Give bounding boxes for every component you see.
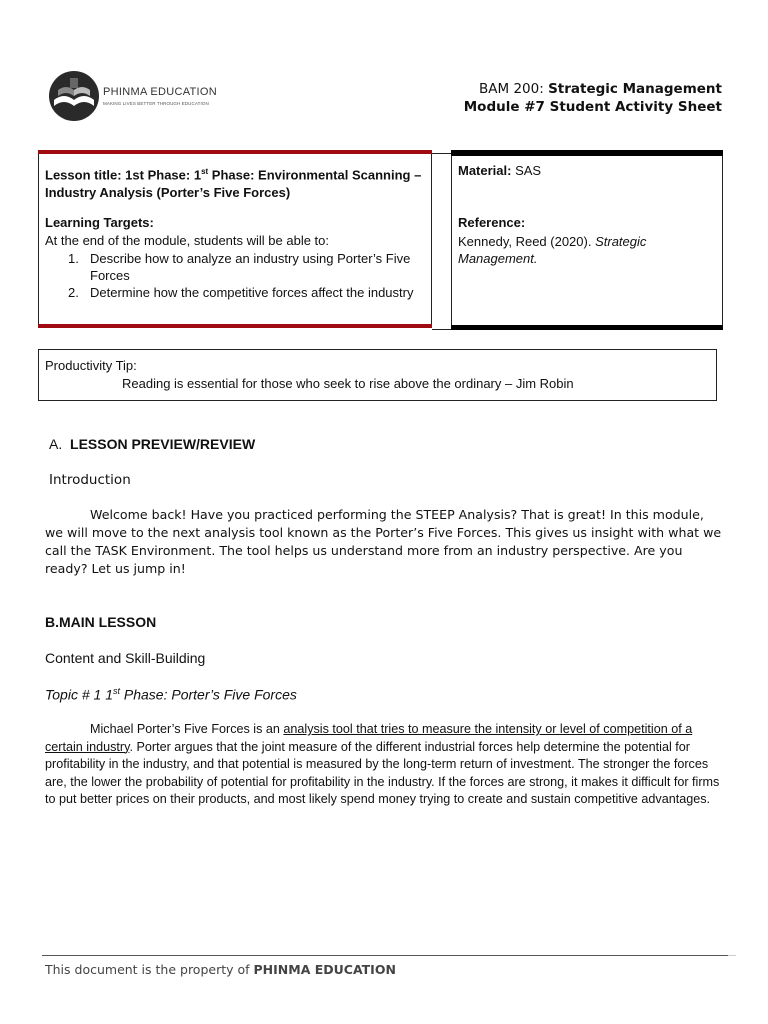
learning-targets-intro: At the end of the module, students will be able to: <box>45 233 330 248</box>
phinma-logo-icon <box>48 70 100 122</box>
learning-target-item <box>45 284 425 301</box>
productivity-tip-box <box>38 349 717 401</box>
logo-tagline: MAKING LIVES BETTER THROUGH EDUCATION <box>103 101 209 106</box>
material-label: Material: <box>458 163 512 178</box>
section-letter: A. <box>49 436 63 452</box>
box-bottom-bar <box>38 324 432 328</box>
box-connector-top <box>432 153 451 154</box>
box-top-bar <box>38 150 432 154</box>
productivity-tip-label: Productivity Tip: <box>45 358 137 373</box>
footer-divider <box>42 955 728 956</box>
paragraph-rest: . Porter argues that the joint measure of the different industrial forces help determine the potential for profitability in the industry, and that potential is measured by the long-term return of investment. The stronger the forces are, the lower the probability of potential for profitability in the industry. If the forces are strong, it makes it difficult for firms to put better prices on their products, and most likely spend money trying to create and sustain competitive advantages. <box>45 739 720 806</box>
introduction-paragraph: Welcome back! Have you practiced performing the STEEP Analysis? That is great! In this module, we will move to the next analysis tool known as the Porter’s Five Forces. This gives us insight with what we call the TASK Environment. The tool helps us understand more from an industry perspective. Are you ready? Let us jump in! <box>45 507 722 576</box>
target-number: 1. <box>68 251 79 266</box>
box-bottom-bar <box>451 325 723 330</box>
topic-heading <box>45 686 297 703</box>
footer-property-text: This document is the property of <box>45 962 254 977</box>
target-text: Describe how to analyze an industry using Porter’s Five Forces <box>90 251 411 283</box>
box-top-bar <box>451 150 723 156</box>
footer-divider-tail <box>728 955 736 956</box>
reference-text <box>458 233 708 267</box>
logo-name: PHINMA EDUCATION <box>103 86 217 98</box>
paragraph-start: Michael Porter’s Five Forces is an <box>90 722 284 736</box>
material-line <box>458 163 541 178</box>
lesson-title-rest: Phase: Environmental Scanning – Industry Analysis (Porter’s Five Forces) <box>45 167 422 201</box>
footer-text <box>45 962 396 977</box>
target-number: 2. <box>68 285 79 300</box>
main-lesson-paragraph <box>45 721 725 809</box>
reference-author: Kennedy, Reed (2020). <box>458 234 596 249</box>
course-code: BAM 200: <box>479 81 544 97</box>
reference-title: Strategic Management. <box>458 234 647 266</box>
box-connector-bottom <box>432 329 451 330</box>
course-header <box>464 80 722 116</box>
topic-prefix: Topic # 1 1 <box>45 686 113 703</box>
lesson-title-prefix: Lesson title: 1st Phase: 1 <box>45 167 202 183</box>
reference-label: Reference: <box>458 215 526 230</box>
topic-rest: Phase: Porter’s Five Forces <box>120 686 297 703</box>
learning-targets-list <box>45 250 425 301</box>
section-b-heading: B.MAIN LESSON <box>45 614 157 630</box>
section-b-subtitle: Content and Skill-Building <box>45 650 206 666</box>
section-a-heading <box>49 436 255 452</box>
footer-owner: PHINMA EDUCATION <box>253 962 396 977</box>
lesson-title <box>45 163 425 202</box>
learning-targets-label: Learning Targets: <box>45 215 154 230</box>
paragraph-underlined: analysis tool that tries to measure the intensity or level of competition of a certain industry <box>45 722 693 754</box>
section-title: LESSON PREVIEW/REVIEW <box>70 436 256 452</box>
productivity-tip-text: Reading is essential for those who seek to rise above the ordinary – Jim Robin <box>122 376 574 391</box>
material-value: SAS <box>511 163 542 178</box>
course-name: Strategic Management <box>548 81 722 97</box>
module-line: Module #7 Student Activity Sheet <box>463 99 722 115</box>
topic-sup: st <box>112 686 120 696</box>
target-text: Determine how the competitive forces affect the industry <box>90 285 414 300</box>
section-a-subtitle: Introduction <box>49 472 131 488</box>
learning-target-item <box>45 250 425 284</box>
lesson-title-sup: st <box>201 167 209 176</box>
